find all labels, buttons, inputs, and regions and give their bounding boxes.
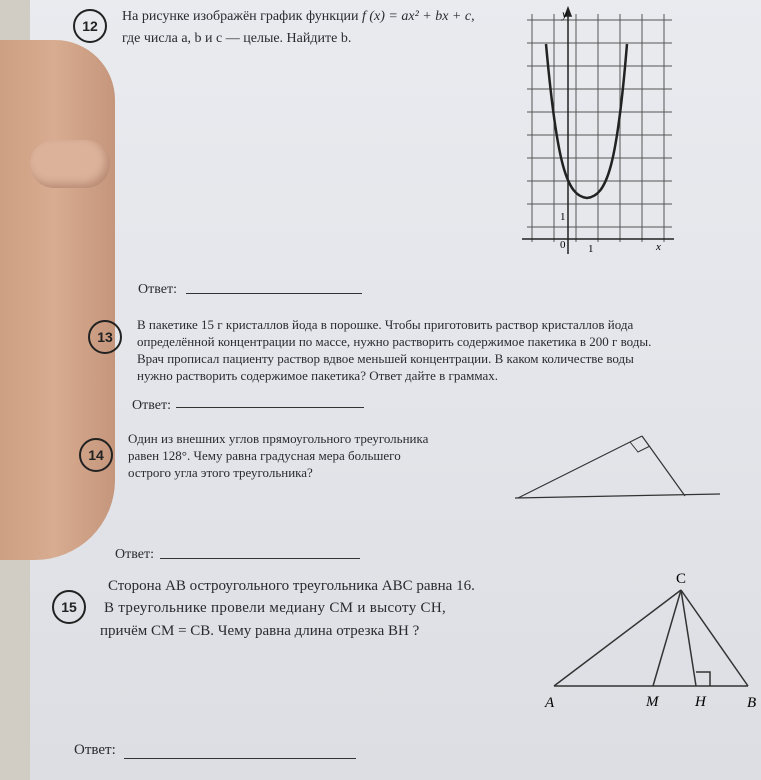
label-C: C — [676, 571, 687, 587]
task-13-line-3: Врач прописал пациенту раствор вдвое меньшей концентрации. В каком количестве воды — [137, 351, 634, 366]
hand — [0, 40, 115, 560]
task-12-text: На рисунке изображён график функции — [122, 9, 362, 24]
task-15-line-3: причём CM = CB. Чему равна длина отрезка BH ? — [100, 623, 420, 639]
x-axis-label: x — [656, 241, 661, 253]
graph-grid — [527, 14, 672, 242]
label-B: B — [747, 695, 757, 711]
task-15-number: 15 — [52, 590, 86, 624]
parabola-curve — [546, 44, 627, 198]
origin-label: 0 — [560, 239, 566, 251]
task-13-line-1: В пакетике 15 г кристаллов йода в порошке. Чтобы приготовить раствор кристаллов йода — [137, 317, 634, 332]
y-tick-label: 1 — [560, 211, 566, 223]
task-14-line-3: острого угла этого треугольника? — [128, 465, 313, 480]
task-14-line-2: равен 128°. Чему равна градусная мера большего — [128, 448, 401, 463]
task-14-answer-label: Ответ: — [115, 547, 154, 562]
task-12-answer-label: Ответ: — [138, 282, 177, 297]
parabola-graph — [522, 6, 677, 256]
label-H: H — [695, 694, 706, 710]
x-tick-label: 1 — [588, 243, 594, 255]
task-12-line-1 — [122, 8, 475, 26]
label-A: A — [545, 695, 555, 711]
task-13-line-2: определённой концентрации по массе, нужно растворить содержимое пакетика в 200 г воды. — [137, 334, 652, 349]
triangle-15-figure — [540, 568, 761, 713]
task-13-answer-field[interactable] — [176, 407, 364, 408]
task-14-answer-field[interactable] — [160, 558, 360, 559]
task-12-answer-field[interactable] — [186, 293, 362, 294]
task-12-line-2: где числа a, b и c — целые. Найдите b. — [122, 31, 352, 46]
task-13-answer-label: Ответ: — [132, 398, 171, 413]
task-15-line-2: В треугольнике провели медиану CM и высоту CH, — [104, 600, 447, 616]
task-15-answer-label: Ответ: — [74, 742, 116, 758]
label-M: M — [646, 694, 659, 710]
task-13-number: 13 — [88, 320, 122, 354]
task-15-line-1: Сторона AB остроугольного треугольника ABC равна 16. — [108, 578, 475, 594]
task-15-answer-field[interactable] — [124, 758, 356, 759]
task-13-line-4: нужно растворить содержимое пакетика? Ответ дайте в граммах. — [137, 368, 498, 383]
task-14-number: 14 — [79, 438, 113, 472]
y-axis-label: y — [562, 7, 568, 21]
thumb — [30, 140, 110, 188]
task-12-formula: f (x) = ax² + bx + c, — [361, 9, 475, 24]
triangle-14-figure — [510, 430, 725, 505]
task-12-number: 12 — [73, 9, 107, 43]
task-14-line-1: Один из внешних углов прямоугольного треугольника — [128, 431, 429, 446]
